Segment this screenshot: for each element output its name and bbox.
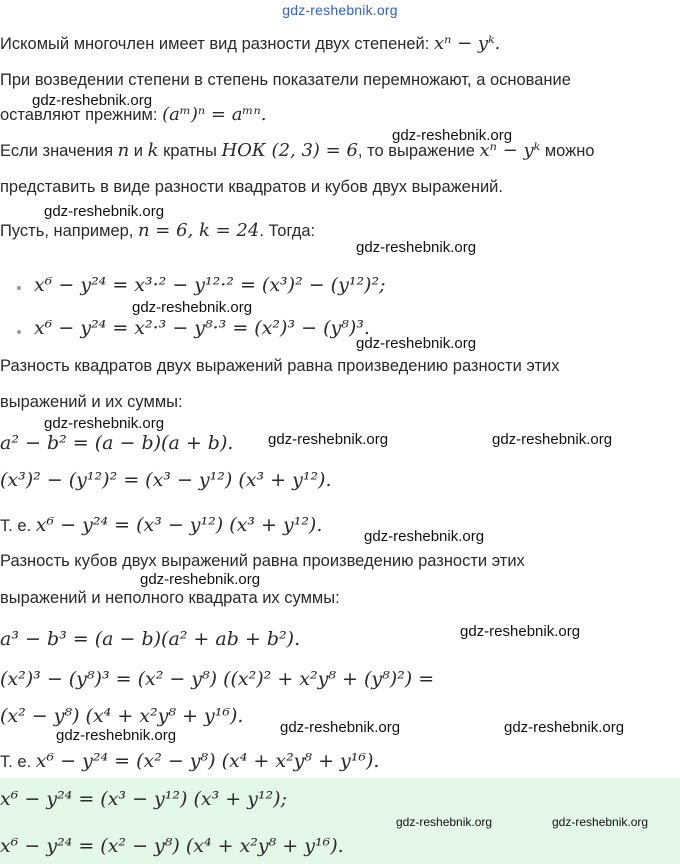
formula-squares-result: [0, 514, 322, 537]
lcm-mid: кратны: [158, 142, 222, 160]
paragraph-squares-line2: выражений и их суммы:: [0, 393, 183, 411]
watermark: gdz-reshebnik.org: [56, 727, 177, 744]
watermark: gdz-reshebnik.org: [396, 815, 493, 829]
paragraph-example: [0, 220, 315, 242]
paragraph-power-rule-line1: При возведении степени в степень показатели перемножают, а основание: [0, 71, 571, 89]
power-rule-text: оставляют прежним:: [0, 106, 163, 124]
lcm-and: и: [129, 142, 148, 160]
watermark: gdz-reshebnik.org: [460, 623, 581, 640]
te-label-1: Т. е.: [0, 517, 36, 535]
cubes-result-formula: x⁶ − y²⁴ = (x² − y⁸) (x⁴ + x²y⁸ + y¹⁶).: [35, 750, 380, 772]
example-end: . Тогда:: [259, 222, 316, 240]
example-text: Пусть, например,: [0, 222, 138, 240]
lcm-then: , то выражение: [357, 142, 480, 160]
te-label-2: Т. е.: [0, 753, 36, 771]
watermark: gdz-reshebnik.org: [392, 127, 513, 144]
answer-formula-2: x⁶ − y²⁴ = (x² − y⁸) (x⁴ + x²y⁸ + y¹⁶).: [0, 835, 344, 857]
watermark: gdz-reshebnik.org: [364, 528, 485, 545]
watermark: gdz-reshebnik.org: [504, 719, 625, 736]
lcm-text-a: Если значения: [0, 142, 118, 160]
site-header-link[interactable]: gdz-reshebnik.org: [282, 2, 398, 18]
formula-squares-applied: (x³)² − (y¹²)² = (x³ − y¹²) (x³ + y¹²).: [0, 469, 332, 491]
paragraph-cubes-line2: выражений и неполного квадрата их суммы:: [0, 589, 340, 607]
squares-result-formula: x⁶ − y²⁴ = (x³ − y¹²) (x³ + y¹²).: [35, 514, 323, 536]
watermark: gdz-reshebnik.org: [268, 431, 389, 448]
answer-formula-1: x⁶ − y²⁴ = (x³ − y¹²) (x³ + y¹²);: [0, 788, 287, 810]
watermark: gdz-reshebnik.org: [552, 815, 649, 829]
intro-formula: xⁿ − yᵏ.: [433, 33, 501, 54]
watermark: gdz-reshebnik.org: [44, 415, 165, 432]
example-formula: n = 6, k = 24: [137, 220, 260, 241]
lcm-end: можно: [540, 142, 595, 160]
bullet-marker-2: [17, 330, 21, 334]
paragraph-squares-line1: Разность квадратов двух выражений равна произведению разности этих: [0, 357, 560, 375]
intro-text: Искомый многочлен имеет вид разности двух степеней:: [0, 35, 434, 53]
bullet-formula-1: x⁶ − y²⁴ = x³·² − y¹²·² = (x³)² − (y¹²)²;: [34, 274, 386, 296]
lcm-expr: xⁿ − yᵏ: [479, 140, 541, 161]
watermark: gdz-reshebnik.org: [356, 335, 477, 352]
paragraph-lcm-line2: представить в виде разности квадратов и кубов двух выражений.: [0, 178, 503, 196]
formula-cubes-applied-cont: (x² − y⁸) (x⁴ + x²y⁸ + y¹⁶).: [0, 705, 244, 727]
watermark: gdz-reshebnik.org: [356, 239, 477, 256]
lcm-formula: НОК (2, 3) = 6: [221, 140, 358, 161]
formula-diff-squares: a² − b² = (a − b)(a + b).: [0, 432, 234, 454]
power-rule-formula: (aᵐ)ⁿ = aᵐⁿ.: [162, 104, 267, 125]
watermark: gdz-reshebnik.org: [280, 719, 401, 736]
bullet-marker-1: [17, 286, 21, 290]
watermark: gdz-reshebnik.org: [132, 299, 253, 316]
lcm-n: n: [117, 140, 130, 161]
formula-cubes-result: [0, 750, 379, 773]
bullet-formula-2: x⁶ − y²⁴ = x²·³ − y⁸·³ = (x²)³ − (y⁸)³.: [34, 317, 370, 339]
formula-cubes-applied: (x²)³ − (y⁸)³ = (x² − y⁸) ((x²)² + x²y⁸ + (y⁸)²) =: [0, 668, 435, 690]
watermark: gdz-reshebnik.org: [492, 431, 613, 448]
watermark: gdz-reshebnik.org: [32, 92, 153, 109]
watermark: gdz-reshebnik.org: [44, 203, 165, 220]
paragraph-intro: [0, 33, 500, 55]
formula-diff-cubes: a³ − b³ = (a − b)(a² + ab + b²).: [0, 628, 301, 650]
watermark: gdz-reshebnik.org: [140, 571, 261, 588]
lcm-k: k: [147, 140, 159, 161]
paragraph-cubes-line1: Разность кубов двух выражений равна произведению разности этих: [0, 552, 525, 570]
